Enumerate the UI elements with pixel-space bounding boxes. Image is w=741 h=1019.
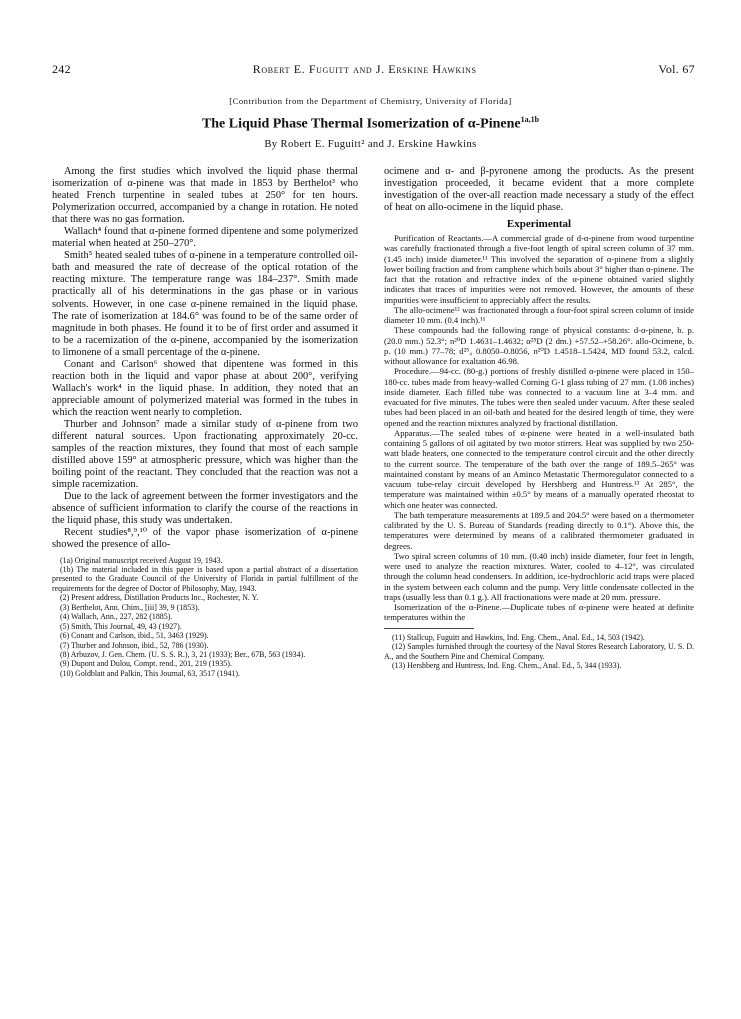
footnote: (9) Dupont and Dulou, Compt. rend., 201, 219 (1935). xyxy=(60,659,232,669)
footnote: (4) Wallach, Ann., 227, 282 (1885). xyxy=(60,612,173,622)
experimental-paragraph: Isomerization of the α-Pinene.—Duplicate tubes of α-pinene were heated at definite temperatures within the xyxy=(384,602,694,623)
footnote: (10) Goldblatt and Palkin, This Journal, 63, 3517 (1941). xyxy=(60,668,241,678)
paragraph: Thurber and Johnson⁷ made a similar study of α-pinene from two different natural sources. Upon fractionating approximately 20-cc. samples of the reaction mixtures, they found that most of each sample distilled above 159° at atmospheric pressure, which was higher than the boiling point of the reactant. They concluded that the reaction was not a simple racemization. xyxy=(52,418,358,491)
footnote: (13) Hershberg and Huntress, Ind. Eng. Chem., Anal. Ed., 5, 344 (1933). xyxy=(392,661,622,671)
paragraph: Conant and Carlson⁶ showed that dipentene was formed in this reaction both in the liquid and vapor phase at about 200°, verifying Wallach's work⁴ in the liquid phase. In addition, they noted that an appreciable amount of polymerized material was formed in the tubes in which the reaction went nearly to completion. xyxy=(52,358,358,418)
footnote: (12) Samples furnished through the courtesy of the Naval Stores Research Laboratory, U. S. D. A., and the Southern Pine and Chemical Company. xyxy=(384,642,694,661)
footnote: (5) Smith, This Journal, 49, 43 (1927). xyxy=(60,621,182,631)
footnote: (1a) Original manuscript received August 19, 1943. xyxy=(60,555,223,565)
page-number: 242 xyxy=(52,62,71,76)
experimental-paragraph: Procedure.—94-cc. (80-g.) portions of freshly distilled α-pinene were placed in 150–180-cc. tubes made from heavy-walled Corning G-1 glass tubing of 27 mm. (1.08 inches) inside diameter. Each filled tube was connected to a vacuum line at 3–4 mm. and evacuated for five minutes. The tubes were then sealed under vacuum. After these sealed tubes had been placed in an oil-bath and heated for the desired length of time, they were opened and the reaction mixtures analyzed by fractional distillation. xyxy=(384,366,694,428)
experimental-paragraph: Apparatus.—The sealed tubes of α-pinene were heated in a well-insulated bath containing 5 gallons of oil agitated by two motor stirrers. Heat was supplied by two 250-watt blade heaters, one connected to the temperature control circuit and the other directly to the current source. The temperature of the bath over the range of 189.5–265° was maintained constant by means of an Aminco Metastatic Thermoregulator connected to a vacuum tube-relay circuit developed by Hershberg and Huntress.¹³ At 285°, the temperature was maintained within ±0.5° by means of a manually operated rheostat to which one heater was connected. xyxy=(384,427,694,510)
footnote: (1b) The material included in this paper is based upon a partial abstract of a dissertation presented to the Graduate Council of the University of Florida in partial fulfillment of the requirements for the degree of Doctor of Philosophy, May, 1943. xyxy=(52,564,358,593)
footnote: (6) Conant and Carlson, ibid., 51, 3463 (1929). xyxy=(60,631,209,641)
contribution-line: [Contribution from the Department of Chemistry, University of Florida] xyxy=(229,96,512,106)
byline: By Robert E. Fuguitt² and J. Erskine Hawkins xyxy=(264,139,477,150)
footnote: (2) Present address, Distillation Products Inc., Rochester, N. Y. xyxy=(60,593,259,603)
title-footnote-marks: 1a,1b xyxy=(520,115,540,124)
left-column xyxy=(52,166,358,678)
right-column xyxy=(384,166,694,671)
paragraph: Smith⁵ heated sealed tubes of α-pinene in a temperature controlled oil-bath and measured the rate of decrease of the optical rotation of the reacting mixture. The temperature range was 184–237°. Smith made practically all of his determinations in the gas phase or in various solvents. However, in one case α-pinene remained in the liquid phase. The rate of isomerization at 184.6° was found to be of the same order of magnitude in both phases. He found it to be of first order and assumed it to be a racemization of the α-pinene, accompanied by the isomerization to limonene of a small percentage of the α-pinene. xyxy=(52,250,358,358)
footnote: (8) Arbuzov, J. Gen. Chem. (U. S. S. R.), 3, 21 (1933); Ber., 67B, 563 (1934). xyxy=(60,650,306,660)
experimental-paragraph: Purification of Reactants.—A commercial grade of d-α-pinene from wood turpentine was carefully fractionated through a five-foot length of spiral screen column of 37 mm. (1.45 inch) inside diameter.¹¹ This involved the separation of α-pinene from a slightly lower boiling fraction and from camphene which boils about 3° higher than α-pinene. The fact that the rotation and refractive index of the α-pinene obtained varied slightly indicates that traces of impurities were not removed. However, the amounts of these impurities were insufficient to appreciably affect the results. xyxy=(384,233,694,305)
footnote: (11) Stallcup, Fuguitt and Hawkins, Ind. Eng. Chem., Anal. Ed., 14, 503 (1942). xyxy=(392,632,645,642)
paragraph: Wallach⁴ found that α-pinene formed dipentene and some polymerized material when heated at 250–270°. xyxy=(52,226,358,250)
article-title xyxy=(0,115,741,133)
running-head-authors: Robert E. Fuguitt and J. Erskine Hawkins xyxy=(252,62,477,76)
footnote-rule xyxy=(384,628,474,629)
paragraph: ocimene and α- and β-pyronene among the products. As the present investigation proceeded, it became evident that a more complete investigation of the over-all reaction made necessary a study of the effect of heat on allo-ocimene in the liquid phase. xyxy=(384,166,694,214)
paragraph: Due to the lack of agreement between the former investigators and the absence of sufficient information to clarify the course of the reactions in the liquid phase, this study was undertaken. xyxy=(52,491,358,527)
paragraph: Recent studies⁸,⁹,¹⁰ of the vapor phase isomerization of α-pinene showed the presence of allo- xyxy=(52,527,358,551)
experimental-paragraph: The allo-ocimene¹² was fractionated through a four-foot spiral screen column of inside diameter 10 mm. (0.4 inch).¹¹ xyxy=(384,304,694,326)
volume-number: Vol. 67 xyxy=(658,62,695,76)
paragraph: Among the first studies which involved the liquid phase thermal isomerization of α-pinene was that made in 1853 by Berthelot³ who heated French turpentine in sealed tubes at 250° for ten hours. Polymerization occurred, accompanied by a change in rotation. He noted that there was no gas formation. xyxy=(52,166,358,226)
experimental-paragraph: Two spiral screen columns of 10 mm. (0.40 inch) inside diameter, four feet in length, were used to analyze the reaction mixtures. Water, cooled to 4–12°, was circulated through the column head condensers. In addition, ice-hydrochloric acid traps were placed in the system between each column and the pump. Very little condensate collected in the traps (usually less than 0.1 g.). All fractionations were made at 20 mm. pressure. xyxy=(384,550,694,602)
running-head xyxy=(52,62,695,77)
section-heading-experimental: Experimental xyxy=(506,218,572,231)
footnote: (3) Berthelot, Ann. Chim., [iii] 39, 9 (1853). xyxy=(60,602,200,612)
experimental-paragraph: The bath temperature measurements at 189.5 and 204.5° were based on a thermometer calibrated by the U. S. Bureau of Standards (reading directly to 0.1°). Above this, the temperatures were determined by means of a calibrated thermometer graduated in degrees. xyxy=(384,509,694,551)
footnote: (7) Thurber and Johnson, ibid., 52, 786 (1930). xyxy=(60,640,209,650)
article-title-text: The Liquid Phase Thermal Isomerization of α-Pinene xyxy=(201,116,521,132)
experimental-paragraph: These compounds had the following range of physical constants: d-α-pinene, b. p. (20.0 mm.) 52.3°; n²⁰D 1.4631–1.4632; α²⁵D (2 dm.) +57.52–+58.26°. allo-Ocimene, b. p. (10 mm.) 77–78; d²⁵₄ 0.8050–0.8056, n²⁰D 1.4518–1.5424, MD found 53.2, calcd. without allowance for exaltation 46.98. xyxy=(384,325,694,367)
